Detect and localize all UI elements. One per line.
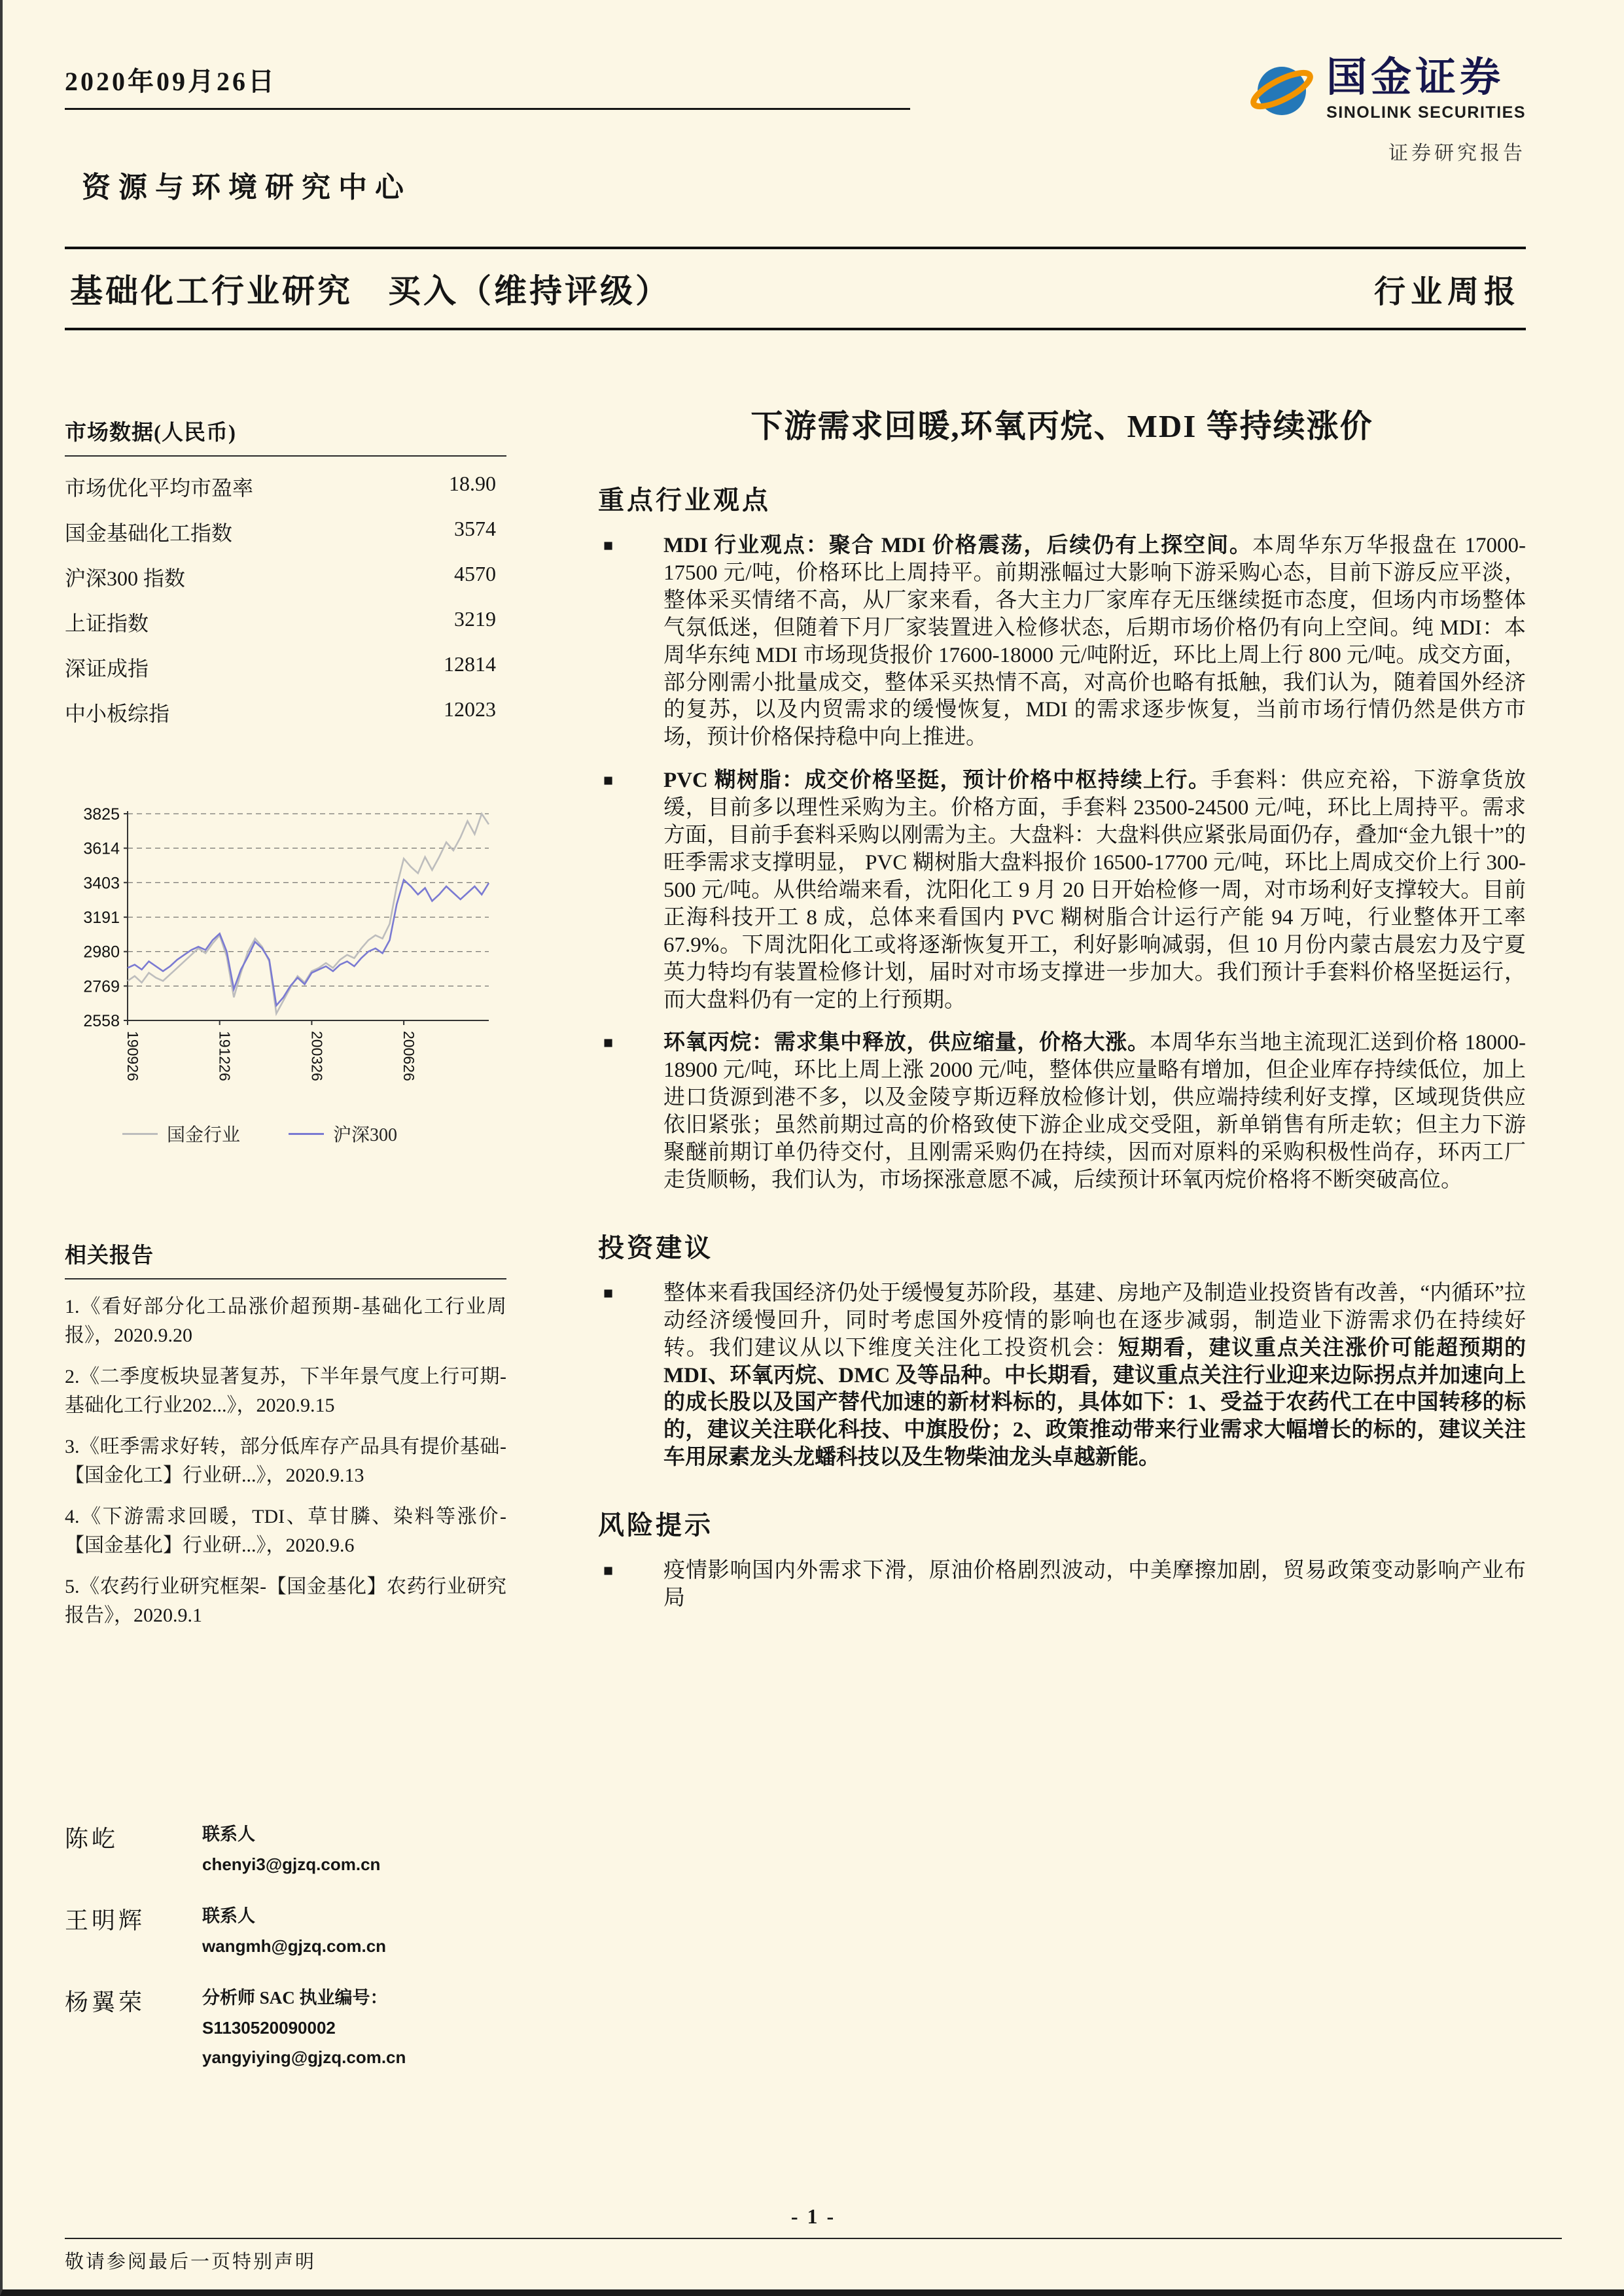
market-data-row xyxy=(65,562,506,592)
contact-detail-line: yangyiying@gjzq.com.cn xyxy=(202,2047,406,2068)
market-data-title: 市场数据(人民币) xyxy=(65,415,506,457)
legend-item xyxy=(289,1121,397,1147)
market-data-row xyxy=(65,652,506,682)
industry-rating-title: 基础化工行业研究 买入（维持评级） xyxy=(70,273,671,309)
svg-text:200626: 200626 xyxy=(400,1031,418,1081)
contact-role: 联系人 xyxy=(202,1824,255,1844)
bullet-item xyxy=(598,532,1526,752)
report-type-label: 证券研究报告 xyxy=(1388,143,1526,164)
sinolink-logo-icon xyxy=(1248,56,1316,124)
svg-text:3191: 3191 xyxy=(83,909,120,928)
market-data-row xyxy=(65,517,506,547)
sidebar xyxy=(65,338,506,2094)
bullet-text: MDI 行业观点：聚合 MDI 价格震荡，后续仍有上探空间。本周华东万华报盘在 17000-17500 元/吨，价格环比上周持平。前期涨幅过大影响下游采购心态，目前下游反应平淡，整体采买情绪不高，从厂家来看，各大主力厂家库存无压继续挺市态度，但场内市场整体气氛低迷，但随着下月厂家装置进入检修状态，后期市场价格仍有向上空间。纯 MDI：本周华东纯 MDI 市场现货报价 17600-18000 元/吨附近，环比上周上行 800 元/吨。成交方面，部分刚需小批量成交，整体采买热情不高，对高价也略有抵触，我们认为，随着国外经济的复苏，以及内贸需求的缓慢恢复，MDI 的需求逐步恢复，当前市场行情仍然是供方市场，预计价格保持稳中向上推进。 xyxy=(663,534,1526,750)
legend-label: 国金行业 xyxy=(167,1125,241,1145)
market-data-row xyxy=(65,472,506,502)
bullet-text: PVC 糊树脂：成交价格坚挺，预计价格中枢持续上行。手套料：供应充裕，下游拿货放缓，目前多以理性采购为主。价格方面，手套料 23500-24500 元/吨，环比上周持平。需求方面，目前手套料采购以刚需为主。大盘料：大盘料供应紧张局面仍存，叠加“金九银十”的旺季需求支撑明显， PVC 糊树脂大盘料报价 16500-17700 元/吨，环比上周成交价上行 300-500 元/吨。从供给端来看，沈阳化工 9 月 20 日开始检修一周，对市场利好支撑较大。目前正海科技开工 8 成，总体来看国内 PVC 糊树脂合计运行产能 94 万吨，行业整体开工率 67.9%。下周沈阳化工或将逐渐恢复开工，利好影响减弱，但 10 月份内蒙古晨宏力及宁夏英力特均有装置检修计划，届时对市场支撑进一步加大。我们预计手套料价格坚挺运行，而大盘料仍有一定的上行预期。 xyxy=(663,769,1527,1012)
bullet-marker-icon: ■ xyxy=(603,1284,614,1302)
main-content xyxy=(598,338,1526,2094)
bullet-item xyxy=(598,1557,1526,1612)
market-data-section xyxy=(65,415,506,727)
svg-text:3403: 3403 xyxy=(83,874,120,893)
related-report-item: 1.《看好部分化工品涨价超预期-基础化工行业周报》，2020.9.20 xyxy=(65,1296,506,1346)
svg-text:200326: 200326 xyxy=(308,1031,326,1081)
related-reports-title: 相关报告 xyxy=(65,1238,506,1279)
market-data-label: 沪深300 指数 xyxy=(65,566,186,590)
contact-detail-line: S1130520090002 xyxy=(202,2017,336,2038)
market-data-label: 国金基础化工指数 xyxy=(65,521,233,545)
report-date: 2020年09月26日 xyxy=(65,67,277,96)
market-data-value: 12814 xyxy=(444,652,496,676)
market-data-value: 3219 xyxy=(454,607,496,631)
market-data-label: 深证成指 xyxy=(65,657,149,680)
market-data-label: 中小板综指 xyxy=(65,702,170,725)
contact-info xyxy=(202,1901,386,1962)
date-underline xyxy=(65,108,910,110)
related-report-item: 2.《二季度板块显著复苏，下半年景气度上行可期-基础化工行业202...》，2020.9.15 xyxy=(65,1366,506,1416)
bullet-item xyxy=(598,1030,1526,1194)
svg-text:2558: 2558 xyxy=(83,1012,120,1030)
svg-text:190926: 190926 xyxy=(124,1031,141,1081)
index-chart-svg xyxy=(65,803,497,1116)
brand-block xyxy=(1248,56,1526,165)
contact-role: 分析师 SAC 执业编号： xyxy=(202,1987,388,2008)
contact-detail-line: chenyi3@gjzq.com.cn xyxy=(202,1854,381,1875)
index-chart xyxy=(65,803,506,1147)
contact-card xyxy=(65,1819,506,1880)
market-data-row xyxy=(65,607,506,637)
related-report-item: 4.《下游需求回暖，TDI、草甘膦、染料等涨价-【国金基化】行业研...》，2020.9.6 xyxy=(65,1506,506,1556)
footer-disclaimer: 敬请参阅最后一页特别声明 xyxy=(65,2252,317,2272)
contact-detail-line: wangmh@gjzq.com.cn xyxy=(202,1936,387,1956)
contact-name: 杨翼荣 xyxy=(65,1989,146,2015)
bullet-text: 疫情影响国内外需求下滑，原油价格剧烈波动，中美摩擦加剧，贸易政策变动影响产业布局 xyxy=(663,1559,1526,1610)
page-number: - 1 - xyxy=(790,2204,836,2228)
legend-item xyxy=(122,1121,240,1147)
market-data-value: 4570 xyxy=(454,562,496,585)
related-reports-list xyxy=(65,1293,506,1629)
research-center-name: 资源与环境研究中心 xyxy=(82,171,412,203)
title-bar xyxy=(65,247,1526,330)
bullet-marker-icon: ■ xyxy=(603,1562,614,1580)
chart-legend xyxy=(65,1121,506,1147)
brand-name-cn: 国金证券 xyxy=(1326,55,1505,100)
related-report-item: 3.《旺季需求好转，部分低库存产品具有提价基础-【国金化工】行业研...》，2020.9.13 xyxy=(65,1436,506,1486)
contact-info xyxy=(202,1983,406,2073)
contact-card xyxy=(65,1983,506,2073)
contact-name: 陈屹 xyxy=(65,1826,119,1852)
svg-text:2769: 2769 xyxy=(83,977,120,996)
contact-role: 联系人 xyxy=(202,1905,255,1926)
report-sections xyxy=(598,479,1526,1612)
legend-label: 沪深300 xyxy=(333,1125,398,1145)
related-reports-section xyxy=(65,1238,506,1629)
page-footer xyxy=(65,2204,1562,2274)
contact-card xyxy=(65,1901,506,1962)
section-heading: 风险提示 xyxy=(598,1510,713,1540)
related-report-item: 5.《农药行业研究框架-【国金基化】农药行业研究报告》，2020.9.1 xyxy=(65,1576,506,1626)
svg-text:191226: 191226 xyxy=(216,1031,234,1081)
contact-info xyxy=(202,1819,380,1880)
market-data-value: 18.90 xyxy=(449,472,496,495)
contacts-section xyxy=(65,1819,506,2073)
footer-rule xyxy=(65,2238,1562,2239)
svg-text:3825: 3825 xyxy=(83,805,120,824)
brand-name-en: SINOLINK SECURITIES xyxy=(1326,103,1526,122)
market-data-label: 市场优化平均市盈率 xyxy=(65,476,254,500)
svg-text:3614: 3614 xyxy=(83,839,120,858)
content-columns xyxy=(65,338,1526,2094)
bullet-item xyxy=(598,1280,1526,1472)
section-heading: 重点行业观点 xyxy=(598,485,771,515)
bullet-marker-icon: ■ xyxy=(603,772,614,790)
main-title: 下游需求回暖,环氧丙烷、MDI 等持续涨价 xyxy=(750,408,1373,444)
market-data-label: 上证指数 xyxy=(65,612,149,635)
report-header xyxy=(65,56,1526,338)
market-data-row xyxy=(65,697,506,727)
market-data-table xyxy=(65,472,506,727)
market-data-value: 12023 xyxy=(444,697,496,721)
contact-name: 王明辉 xyxy=(65,1907,146,1934)
bullet-item xyxy=(598,767,1526,1014)
bullet-marker-icon: ■ xyxy=(603,537,614,555)
legend-line-swatch xyxy=(289,1133,324,1135)
svg-text:2980: 2980 xyxy=(83,943,120,962)
bullet-marker-icon: ■ xyxy=(603,1034,614,1052)
report-kind-label: 行业周报 xyxy=(1373,274,1521,309)
section-heading: 投资建议 xyxy=(598,1232,713,1262)
market-data-value: 3574 xyxy=(454,517,496,540)
legend-line-swatch xyxy=(122,1133,158,1135)
bullet-text: 环氧丙烷：需求集中释放，供应缩量，价格大涨。本周华东当地主流现汇送到价格 18000-18900 元/吨，环比上周上涨 2000 元/吨，整体供应量略有增加，但企业库存持续低位，加上进口货源到港不多，以及金陵亨斯迈释放检修计划，供应端持续利好支撑，区域现货供应依旧紧张；虽然前期过高的价格致使下游企业成交受阻，新单销售有所走软；但主力下游聚醚前期订单仍待交付，且刚需采购仍在持续，因而对原料的采购积极性尚存，环丙工厂走货顺畅，我们认为，市场探涨意愿不减，后续预计环氧丙烷价格将不断突破高位。 xyxy=(663,1031,1527,1192)
bullet-text: 整体来看我国经济仍处于缓慢复苏阶段，基建、房地产及制造业投资皆有改善，“内循环”拉动经济缓慢回升，同时考虑国外疫情的影响也在逐步减弱，制造业下游需求仍在持续好转。我们建议从以下维度关注化工投资机会：短期看，建议重点关注涨价可能超预期的 MDI、环氧丙烷、DMC 及等品种。中长期看，建议重点关注行业迎来边际拐点并加速向上的成长股以及国产替代加速的新材料标的，具体如下：1、受益于农药代工在中国转移的标的，建议关注联化科技、中旗股份；2、政策推动带来行业需求大幅增长的标的，建议关注车用尿素龙头龙蟠科技以及生物柴油龙头卓越新能。 xyxy=(663,1281,1527,1470)
